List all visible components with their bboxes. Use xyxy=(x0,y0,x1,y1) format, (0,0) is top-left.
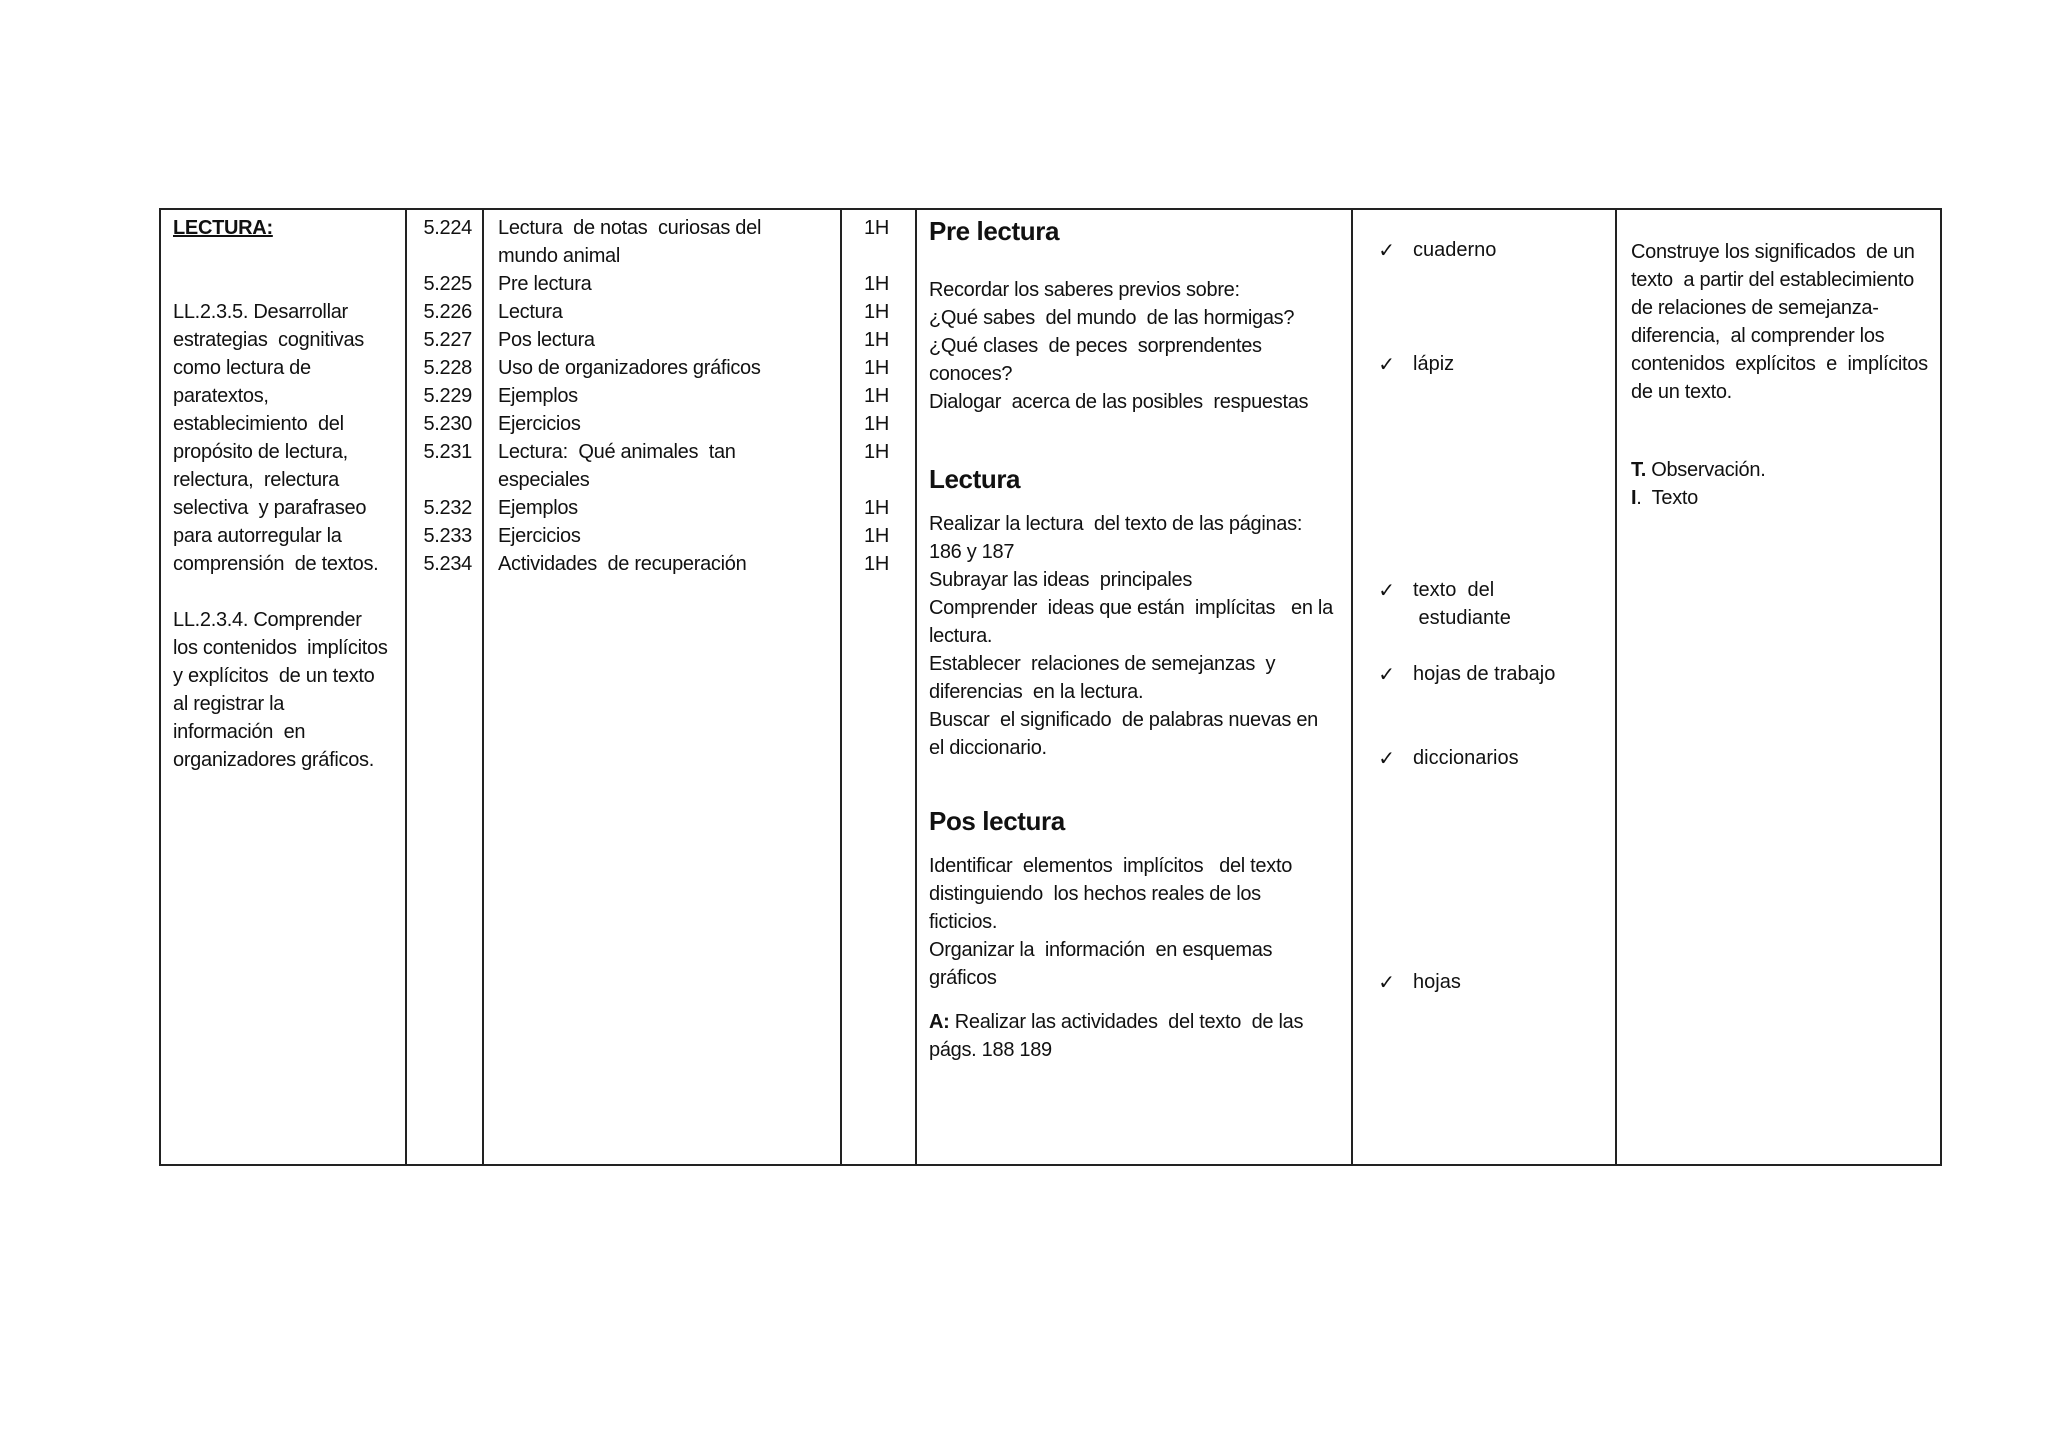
instrumento-line: I. Texto xyxy=(1631,487,1698,509)
lectura-text xyxy=(929,510,1339,762)
activity-line: Lectura de notas curiosas del xyxy=(498,217,762,239)
strategy-line: distinguiendo los hechos reales de los xyxy=(929,883,1261,905)
number-line: 5.225 xyxy=(423,273,472,295)
destreza-line: estrategias cognitivas xyxy=(173,329,364,351)
activity-line: especiales xyxy=(498,469,590,491)
strategy-line: diferencias en la lectura. xyxy=(929,681,1144,703)
strategy-line: gráficos xyxy=(929,967,997,989)
destreza-line: establecimiento del xyxy=(173,413,344,435)
number-line: 5.227 xyxy=(423,329,472,351)
resource-item xyxy=(1353,576,1511,632)
number-line: 5.231 xyxy=(423,441,472,463)
strategy-line: ficticios. xyxy=(929,911,998,933)
time-cell xyxy=(841,209,916,1165)
time-line: 1H xyxy=(864,301,889,323)
resource-item xyxy=(1353,968,1461,996)
destreza-2-text xyxy=(173,606,393,774)
time-line: 1H xyxy=(864,357,889,379)
table-row xyxy=(160,209,1941,1165)
destreza-line: comprensión de textos. xyxy=(173,553,379,575)
destreza-line: al registrar la xyxy=(173,693,285,715)
destreza-line: LL.2.3.5. Desarrollar xyxy=(173,301,348,323)
strategy-line: Buscar el significado de palabras nuevas en xyxy=(929,709,1318,731)
check-icon: ✓ xyxy=(1378,238,1395,262)
criterio-line: texto a partir del establecimiento xyxy=(1631,269,1914,291)
time-line: 1H xyxy=(864,553,889,575)
criterio-line: contenidos explícitos e implícitos xyxy=(1631,353,1928,375)
criterio-line: diferencia, al comprender los xyxy=(1631,325,1885,347)
lectura-title: Lectura xyxy=(929,464,1021,494)
destrezas-cell xyxy=(160,209,406,1165)
resources-cell xyxy=(1352,209,1616,1165)
activity-line: Ejemplos xyxy=(498,385,578,407)
time-line: 1H xyxy=(864,497,889,519)
time-line: 1H xyxy=(864,413,889,435)
resource-label: cuaderno xyxy=(1413,239,1497,261)
number-line: 5.226 xyxy=(423,301,472,323)
destreza-line: y explícitos de un texto xyxy=(173,665,375,687)
pre-lectura-text xyxy=(929,276,1339,416)
planning-table xyxy=(159,208,1942,1166)
resource-label: diccionarios xyxy=(1413,747,1519,769)
destreza-line: relectura, relectura xyxy=(173,469,339,491)
check-icon: ✓ xyxy=(1378,970,1395,994)
criterio-text xyxy=(1631,238,1926,406)
resource-item xyxy=(1353,350,1454,378)
strategy-line: Organizar la información en esquemas xyxy=(929,939,1273,961)
activity-line: Pre lectura xyxy=(498,273,592,295)
strategy-line: conoces? xyxy=(929,363,1013,385)
destreza-1-text xyxy=(173,298,393,578)
activity-line: Ejercicios xyxy=(498,525,581,547)
pos-lectura-title: Pos lectura xyxy=(929,806,1065,836)
activities-cell xyxy=(483,209,841,1165)
number-line: 5.224 xyxy=(423,217,472,239)
strategy-line: Recordar los saberes previos sobre: xyxy=(929,279,1240,301)
destreza-line: organizadores gráficos. xyxy=(173,749,374,771)
destreza-line: como lectura de xyxy=(173,357,311,379)
strategies-cell xyxy=(916,209,1352,1165)
number-line xyxy=(417,242,472,270)
strategy-line: Comprender ideas que están implícitas en la xyxy=(929,597,1333,619)
time-line: 1H xyxy=(864,525,889,547)
strategy-line: Subrayar las ideas principales xyxy=(929,569,1193,591)
number-line: 5.229 xyxy=(423,385,472,407)
criterio-line: de un texto. xyxy=(1631,381,1732,403)
time-line: 1H xyxy=(864,329,889,351)
destreza-line: propósito de lectura, xyxy=(173,441,348,463)
activity-line: Uso de organizadores gráficos xyxy=(498,357,761,379)
time-line xyxy=(864,466,893,494)
actividad-label: A: xyxy=(929,1011,950,1033)
numbers-cell xyxy=(406,209,483,1165)
time-line: 1H xyxy=(864,441,889,463)
activity-line: Pos lectura xyxy=(498,329,595,351)
number-line: 5.234 xyxy=(423,553,472,575)
activity-line: Ejercicios xyxy=(498,413,581,435)
strategy-line: Realizar la lectura del texto de las páginas: xyxy=(929,513,1303,535)
strategy-line: 186 y 187 xyxy=(929,541,1015,563)
resource-label: lápiz xyxy=(1413,353,1455,375)
actividad-text: A: Realizar las actividades del texto de las xyxy=(929,1011,1304,1033)
destreza-line: paratextos, xyxy=(173,385,269,407)
strategy-line: ¿Qué sabes del mundo de las hormigas? xyxy=(929,307,1295,329)
check-icon: ✓ xyxy=(1378,578,1395,602)
resource-item xyxy=(1353,660,1555,688)
destreza-line: selectiva y parafraseo xyxy=(173,497,367,519)
destreza-line: LL.2.3.4. Comprender xyxy=(173,609,362,631)
number-line: 5.228 xyxy=(423,357,472,379)
strategy-line: el diccionario. xyxy=(929,737,1047,759)
strategy-line: lectura. xyxy=(929,625,993,647)
strategy-line: ¿Qué clases de peces sorprendentes xyxy=(929,335,1262,357)
time-line: 1H xyxy=(864,217,889,239)
activity-line: Lectura: Qué animales tan xyxy=(498,441,736,463)
activity-line: Ejemplos xyxy=(498,497,578,519)
resource-label: hojas xyxy=(1413,971,1461,993)
section-heading: LECTURA: xyxy=(173,217,273,239)
time-line: 1H xyxy=(864,273,889,295)
activity-line: Lectura xyxy=(498,301,563,323)
resource-label: hojas de trabajo xyxy=(1413,663,1556,685)
time-line: 1H xyxy=(864,385,889,407)
criterio-line: Construye los significados de un xyxy=(1631,241,1915,263)
destreza-line: los contenidos implícitos xyxy=(173,637,388,659)
resource-label: texto del estudiante xyxy=(1413,579,1511,629)
number-line: 5.230 xyxy=(423,413,472,435)
actividad-text-2: págs. 188 189 xyxy=(929,1039,1052,1061)
resource-item xyxy=(1353,744,1519,772)
criterio-line: de relaciones de semejanza- xyxy=(1631,297,1879,319)
destreza-line: información en xyxy=(173,721,306,743)
number-line xyxy=(417,466,472,494)
strategy-line: Identificar elementos implícitos del texto xyxy=(929,855,1293,877)
number-line: 5.232 xyxy=(423,497,472,519)
time-line xyxy=(864,242,893,270)
number-line: 5.233 xyxy=(423,525,472,547)
pos-lectura-text xyxy=(929,852,1339,992)
tecnica-line: T. Observación. xyxy=(1631,459,1766,481)
check-icon: ✓ xyxy=(1378,746,1395,770)
destreza-line: para autorregular la xyxy=(173,525,342,547)
pre-lectura-title: Pre lectura xyxy=(929,216,1060,246)
activity-line: mundo animal xyxy=(498,245,621,267)
check-icon: ✓ xyxy=(1378,662,1395,686)
check-icon: ✓ xyxy=(1378,352,1395,376)
activity-line: Actividades de recuperación xyxy=(498,553,747,575)
evaluation-cell xyxy=(1616,209,1941,1165)
strategy-line: Establecer relaciones de semejanzas y xyxy=(929,653,1276,675)
strategy-line: Dialogar acerca de las posibles respuestas xyxy=(929,391,1309,413)
resource-item xyxy=(1353,236,1496,264)
